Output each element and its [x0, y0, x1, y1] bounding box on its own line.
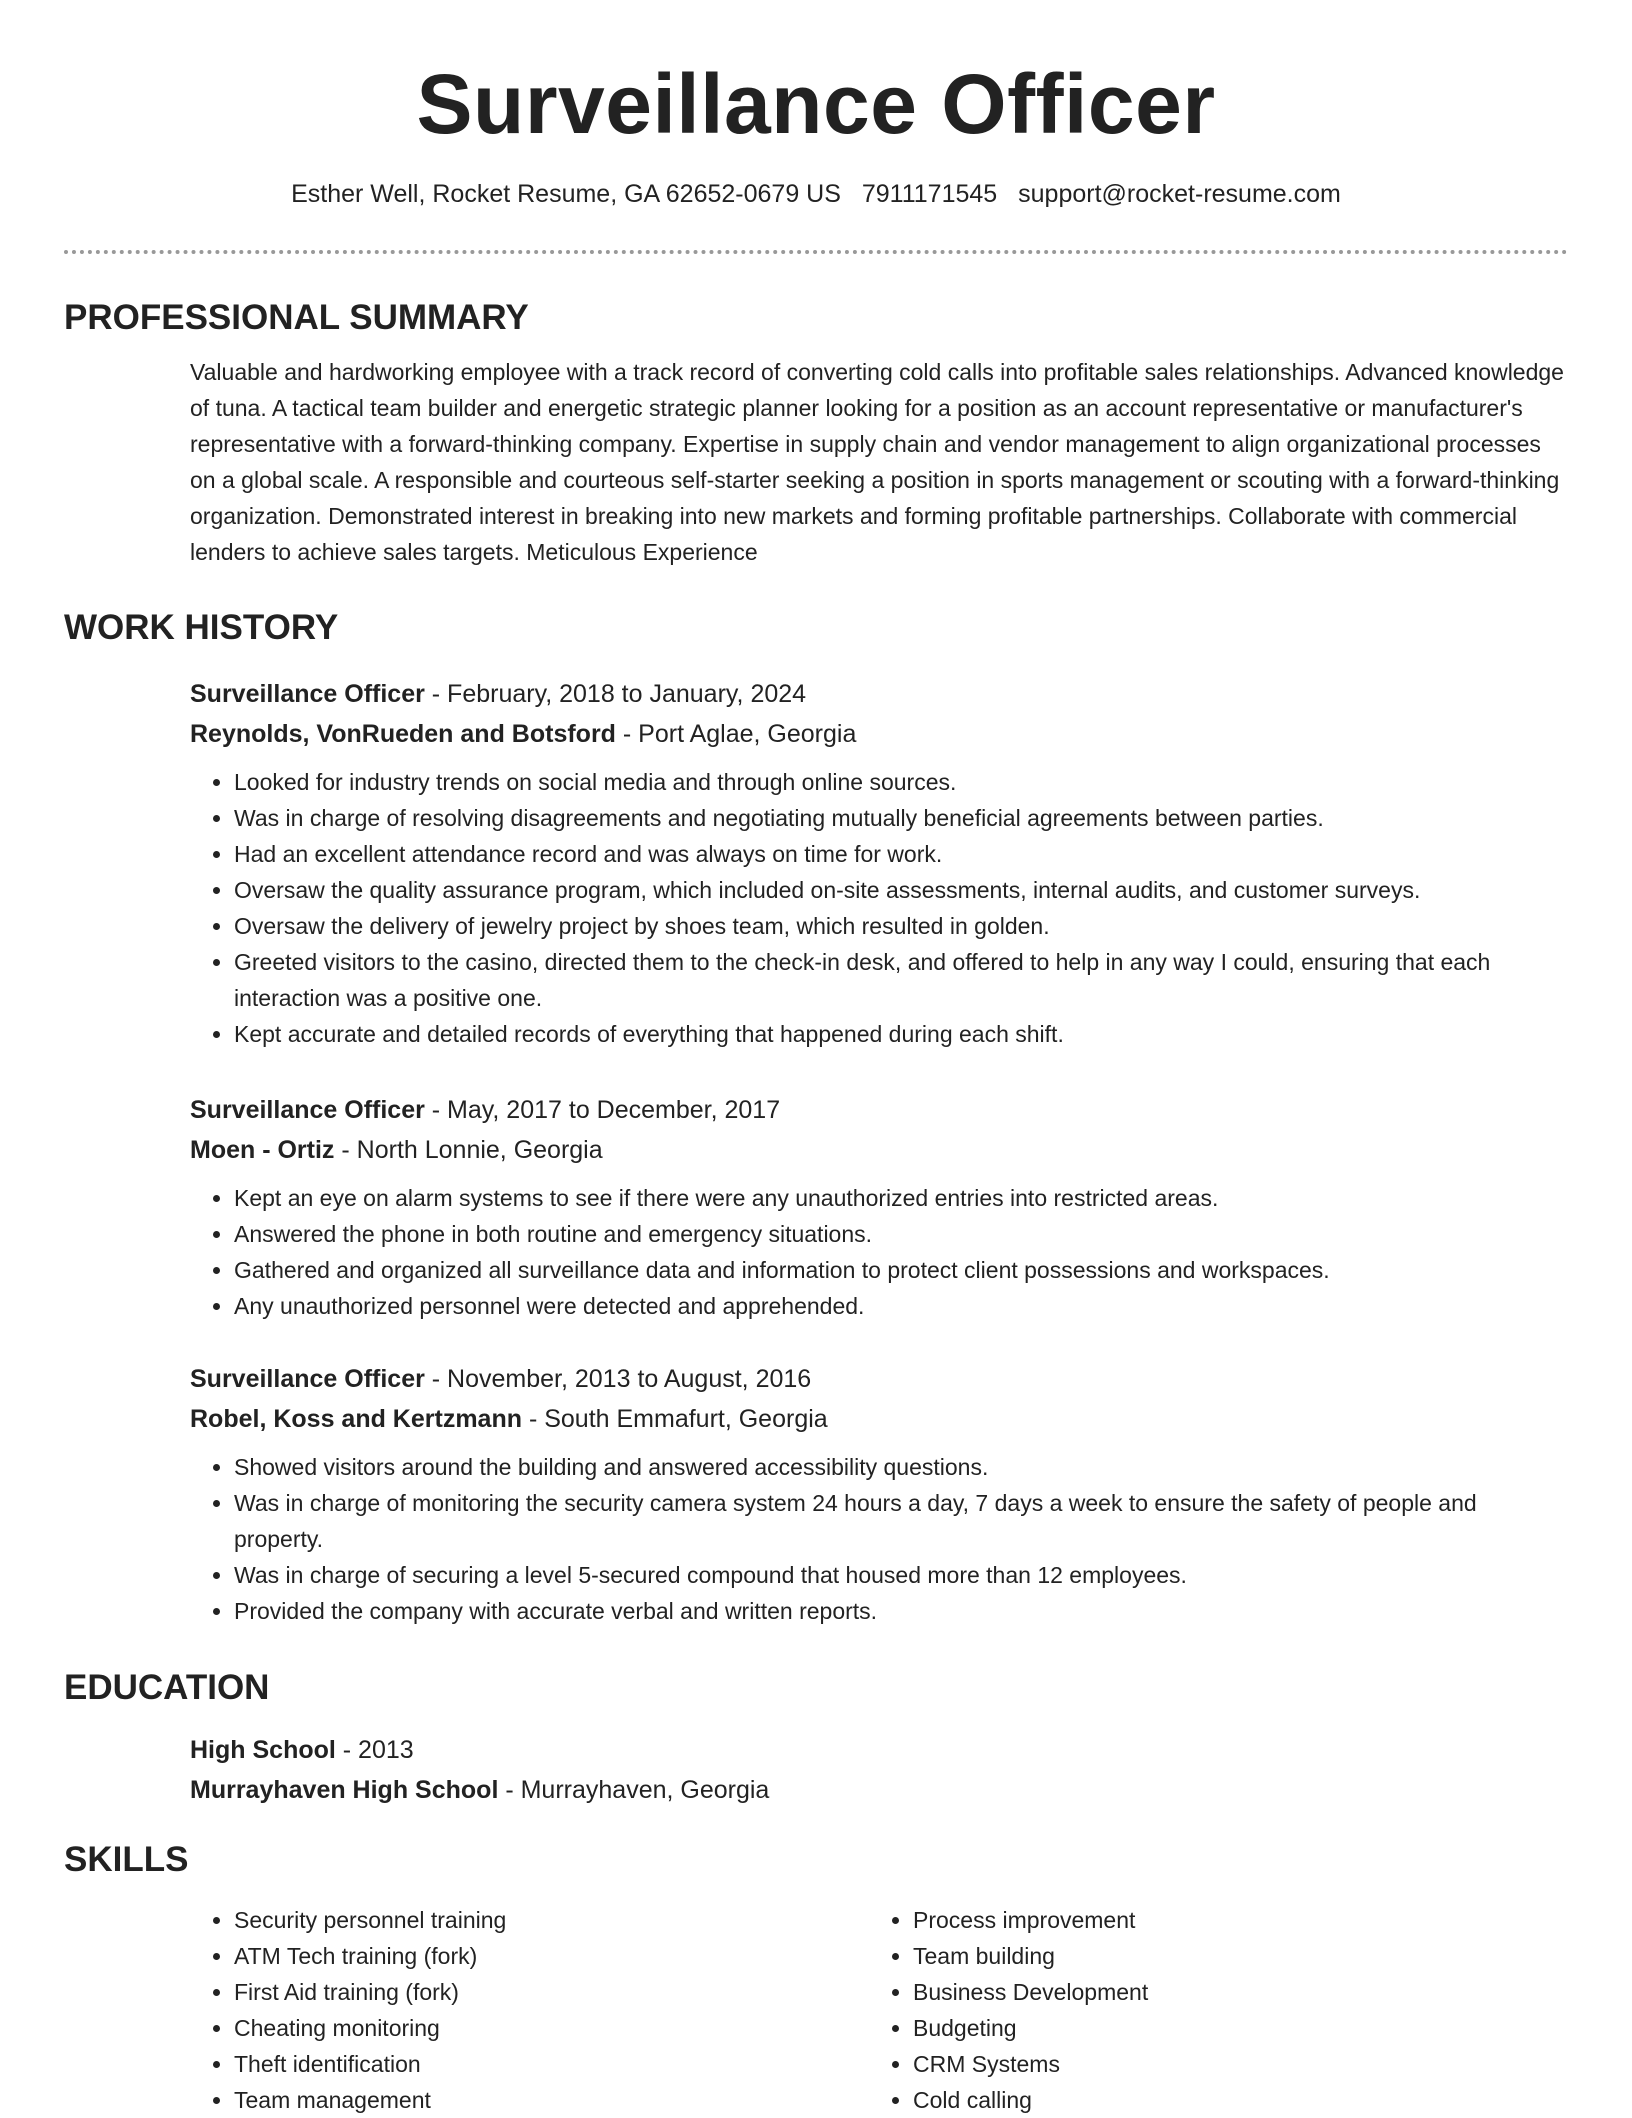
job-company-line [190, 1130, 1568, 1170]
list-item: • ATM Tech training (fork) [234, 1938, 869, 1974]
contact-email: support@rocket-resume.com [1018, 180, 1341, 208]
skills-list-left [190, 1902, 869, 2118]
list-item: • Any unauthorized personnel were detected and apprehended. [234, 1288, 1568, 1324]
list-item: • Was in charge of monitoring the security camera system 24 hours a day, 7 days a week to ensure the safety of people and property. [234, 1485, 1568, 1557]
summary-section [64, 296, 1568, 570]
skills-list-right [869, 1902, 1548, 2118]
resume-page [64, 0, 1568, 2113]
job-company-line [190, 714, 1568, 754]
work-history-heading: WORK HISTORY [64, 608, 339, 647]
job-title-line [190, 1090, 1568, 1130]
job-role: Surveillance Officer [190, 1365, 425, 1393]
list-item: • Provided the company with accurate verbal and written reports. [234, 1593, 1568, 1629]
job-duties-list [190, 1449, 1568, 1629]
list-item: • Answered the phone in both routine and emergency situations. [234, 1216, 1568, 1252]
list-item: • Cheating monitoring [234, 2010, 869, 2046]
job-location: - South Emmafurt, Georgia [522, 1405, 828, 1433]
list-item: • Process improvement [913, 1902, 1548, 1938]
list-item: • CRM Systems [913, 2046, 1548, 2082]
job-company: Reynolds, VonRueden and Botsford [190, 720, 616, 748]
job-company: Robel, Koss and Kertzmann [190, 1405, 522, 1433]
job-location: - North Lonnie, Georgia [334, 1136, 603, 1164]
contact-address: Esther Well, Rocket Resume, GA 62652-0679 US [291, 180, 841, 208]
education-school-line [190, 1770, 1568, 1810]
list-item: • Cold calling [913, 2082, 1548, 2118]
skills-section [64, 1838, 1568, 2118]
list-item: • Had an excellent attendance record and was always on time for work. [234, 836, 1568, 872]
job-role: Surveillance Officer [190, 1096, 425, 1124]
job-entry [64, 1359, 1568, 1629]
summary-text: Valuable and hardworking employee with a track record of converting cold calls into profitable sales relationships. Advanced knowledge of tuna. A tactical team builder and energetic strategic planner looking for a position as an account representative or manufacturer's representative with a forward-thinking company. Expertise in supply chain and vendor management to align organizational processes on a global scale. A responsible and courteous self-starter seeking a position in sports management or scouting with a forward-thinking organization. Demonstrated interest in breaking into new markets and forming profitable partnerships. Collaborate with commercial lenders to achieve sales targets. Meticulous Experience [190, 359, 1564, 565]
job-company-line [190, 1399, 1568, 1439]
education-degree: High School [190, 1736, 336, 1764]
skills-heading: SKILLS [64, 1840, 189, 1879]
job-duties-list [190, 764, 1568, 1052]
list-item: • Business Development [913, 1974, 1548, 2010]
job-role: Surveillance Officer [190, 680, 425, 708]
job-dates: - May, 2017 to December, 2017 [424, 1096, 781, 1124]
list-item: • Oversaw the quality assurance program, which included on-site assessments, internal audits, and customer surveys. [234, 872, 1568, 908]
contact-line [64, 178, 1568, 210]
list-item: • Budgeting [913, 2010, 1548, 2046]
education-section [64, 1666, 1568, 1810]
education-degree-line [190, 1730, 1568, 1770]
job-company: Moen - Ortiz [190, 1136, 335, 1164]
education-location: - Murrayhaven, Georgia [498, 1776, 770, 1804]
list-item: • Was in charge of securing a level 5-secured compound that housed more than 12 employees. [234, 1557, 1568, 1593]
job-dates: - November, 2013 to August, 2016 [424, 1365, 812, 1393]
work-history-section [64, 606, 1568, 650]
list-item: • Kept an eye on alarm systems to see if there were any unauthorized entries into restricted areas. [234, 1180, 1568, 1216]
resume-name: Surveillance Officer [416, 57, 1216, 151]
list-item: • Theft identification [234, 2046, 869, 2082]
job-dates: - February, 2018 to January, 2024 [424, 680, 807, 708]
summary-heading: PROFESSIONAL SUMMARY [64, 298, 529, 337]
list-item: • Security personnel training [234, 1902, 869, 1938]
skills-columns [190, 1892, 1568, 2118]
list-item: • First Aid training (fork) [234, 1974, 869, 2010]
contact-phone: 7911171545 [861, 180, 998, 208]
job-entry [64, 1090, 1568, 1324]
job-title-line [190, 674, 1568, 714]
job-duties-list [190, 1180, 1568, 1324]
job-entry [64, 674, 1568, 1052]
job-title-line [190, 1359, 1568, 1399]
list-item: • Team management [234, 2082, 869, 2118]
list-item: • Kept accurate and detailed records of everything that happened during each shift. [234, 1016, 1568, 1052]
education-year: - 2013 [335, 1736, 414, 1764]
list-item: • Oversaw the delivery of jewelry project by shoes team, which resulted in golden. [234, 908, 1568, 944]
header-divider [64, 250, 1568, 254]
list-item: • Gathered and organized all surveillance data and information to protect client possessions and workspaces. [234, 1252, 1568, 1288]
job-location: - Port Aglae, Georgia [615, 720, 857, 748]
list-item: • Looked for industry trends on social media and through online sources. [234, 764, 1568, 800]
list-item: • Was in charge of resolving disagreements and negotiating mutually beneficial agreements between parties. [234, 800, 1568, 836]
list-item: • Greeted visitors to the casino, directed them to the check-in desk, and offered to help in any way I could, ensuring that each interaction was a positive one. [234, 944, 1568, 1016]
list-item: • Team building [913, 1938, 1548, 1974]
education-heading: EDUCATION [64, 1668, 270, 1707]
list-item: • Showed visitors around the building and answered accessibility questions. [234, 1449, 1568, 1485]
education-school: Murrayhaven High School [190, 1776, 499, 1804]
